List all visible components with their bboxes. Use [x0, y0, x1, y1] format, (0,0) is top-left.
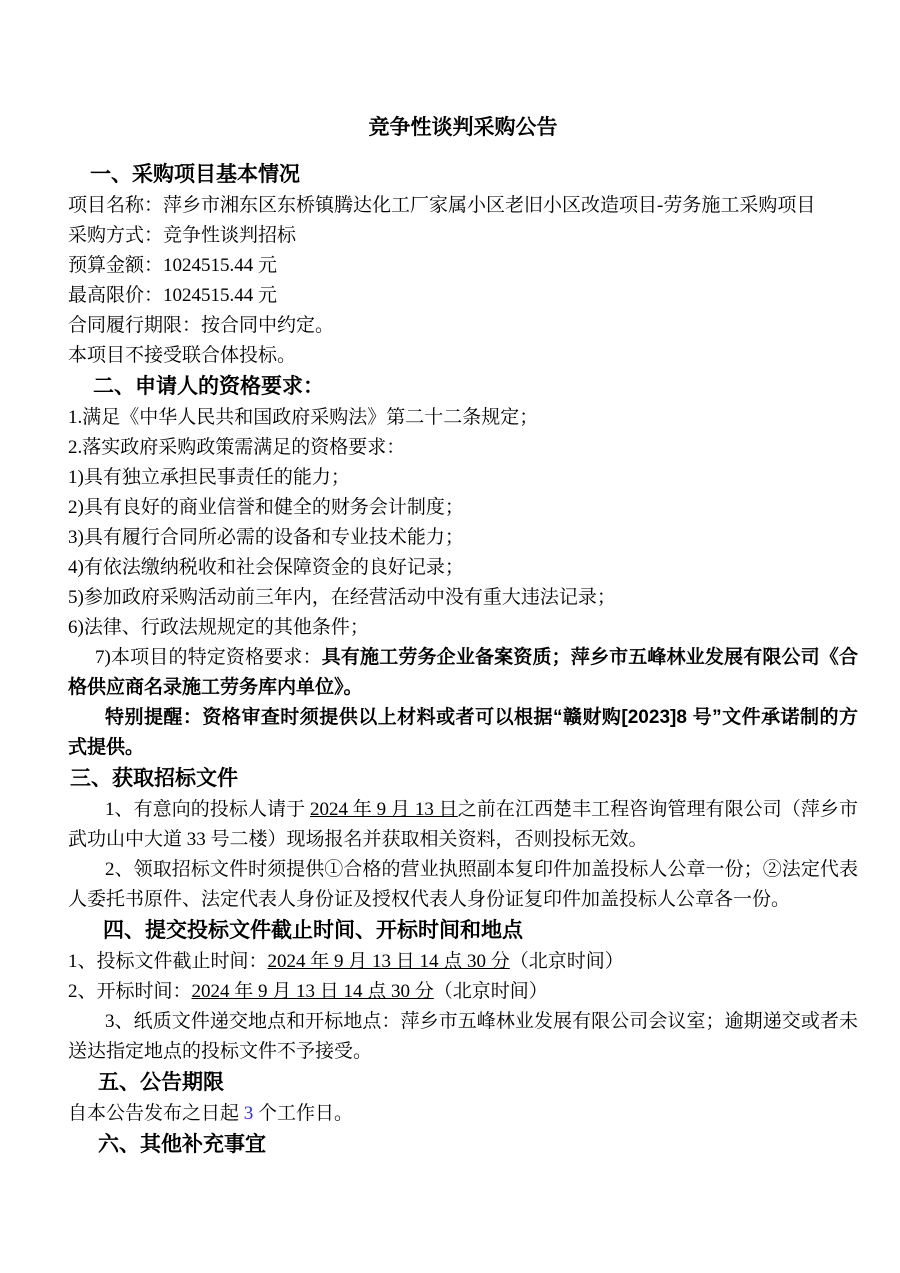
list-item: 4)有依法缴纳税收和社会保障资金的良好记录；: [68, 557, 464, 578]
list-item: 5)参加政府采购活动前三年内，在经营活动中没有重大违法记录；: [68, 587, 616, 608]
list-item: 3)具有履行合同所必需的设备和专业技术能力；: [68, 527, 464, 548]
obtain-docs-para-1: [68, 795, 858, 855]
list-item: 2)具有良好的商业信誉和健全的财务会计制度；: [68, 497, 464, 518]
submission-location-para: 3、纸质文件递交地点和开标地点：萍乡市五峰林业发展有限公司会议室；逾期递交或者未送达指定地点的投标文件不予接受。: [68, 1011, 858, 1062]
timezone-note: （北京时间）: [433, 981, 548, 1002]
list-item: 2.落实政府采购政策需满足的资格要求：: [68, 437, 406, 458]
field-procure-method: 采购方式：竞争性谈判招标: [68, 225, 297, 246]
section-2-heading: 二、申请人的资格要求：: [93, 375, 324, 398]
list-item: 1)具有独立承担民事责任的能力；: [68, 467, 350, 488]
bid-deadline-time: 2024 年 9 月 13 日 14 点 30 分: [267, 951, 510, 972]
field-price-ceiling: 最高限价：1024515.44 元: [68, 285, 278, 306]
bid-opening-line: [68, 977, 858, 1007]
para-text: 个工作日。: [253, 1103, 354, 1124]
timezone-note: （北京时间）: [509, 951, 624, 972]
para-text: 1、有意向的投标人请于: [105, 799, 310, 820]
list-item: 6)法律、行政法规规定的其他条件；: [68, 617, 369, 638]
bid-deadline-line: [68, 947, 858, 977]
bid-opening-time: 2024 年 9 月 13 日 14 点 30 分: [191, 981, 434, 1002]
doc-title: 竞争性谈判采购公告: [368, 115, 558, 139]
obtain-docs-para-2: 2、领取招标文件时须提供①合格的营业执照副本复印件加盖投标人公章一份；②法定代表人委托书原件、法定代表人身份证及授权代表人身份证复印件加盖投标人公章各一份。: [68, 859, 858, 910]
notice-period-line: [68, 1099, 858, 1129]
section-1-heading: 一、采购项目基本情况: [90, 163, 300, 186]
notice-days-value: 3: [243, 1103, 254, 1124]
list-item: 1.满足《中华人民共和国政府采购法》第二十二条规定；: [68, 407, 539, 428]
item7-prefix: 7)本项目的特定资格要求：: [95, 647, 322, 668]
bid-deadline-label: 1、投标文件截止时间：: [68, 951, 268, 972]
bid-opening-label: 2、开标时间：: [68, 981, 192, 1002]
registration-deadline-date: 2024 年 9 月 13 日: [310, 799, 458, 820]
special-note: 特别提醒：资格审查时须提供以上材料或者可以根据“赣财购[2023]8 号”文件承诺制的方式提供。: [68, 707, 858, 758]
field-budget-amount: 预算金额：1024515.44 元: [68, 255, 278, 276]
field-project-name: 项目名称：萍乡市湘东区东桥镇腾达化工厂家属小区老旧小区改造项目-劳务施工采购项目: [68, 195, 816, 216]
list-item-specific-qualification: [68, 643, 858, 703]
para-text: 之前在江西楚丰工程咨询管理有限公司（萍乡市武功山中大道 33 号二楼）现场报名并获取相关资料，否则投标无效。: [68, 799, 858, 850]
section-5-heading: 五、公告期限: [98, 1071, 224, 1094]
item7-bold-text: 具有施工劳务企业备案资质；萍乡市五峰林业发展有限公司《合格供应商名录施工劳务库内单位》。: [68, 647, 858, 698]
section-3-heading: 三、获取招标文件: [70, 767, 238, 790]
para-text: 自本公告发布之日起: [68, 1103, 244, 1124]
field-no-consortium: 本项目不接受联合体投标。: [68, 345, 297, 366]
section-4-heading: 四、提交投标文件截止时间、开标时间和地点: [103, 919, 523, 942]
section-6-heading: 六、其他补充事宜: [98, 1133, 266, 1156]
field-contract-term: 合同履行期限：按合同中约定。: [68, 315, 335, 336]
